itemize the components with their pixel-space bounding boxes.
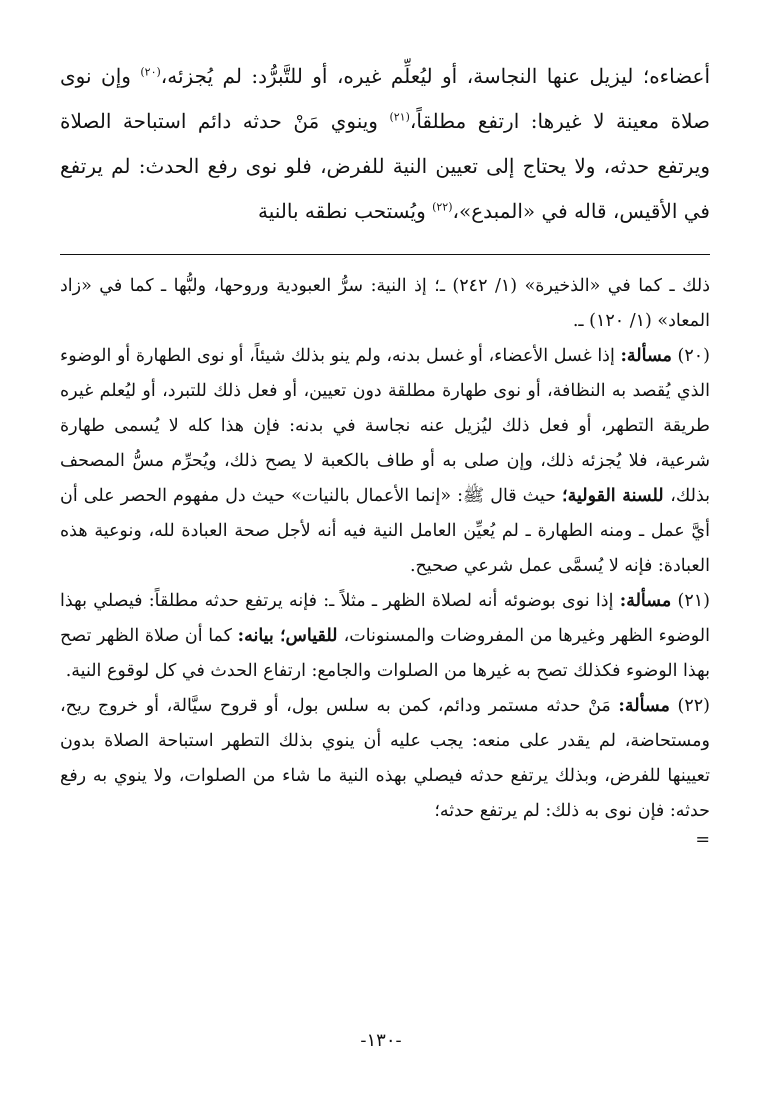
continuation-mark: =	[695, 830, 710, 850]
main-text-part-2: وإن نوى صلاة معينة لا غيرها: ارتفع مطلقاً،	[60, 64, 710, 133]
footnote-text: إذا غسل الأعضاء، أو غسل بدنه، ولم ينو بذلك شيئاً، أو نوى الطهارة أو الوضوء الذي يُقصد به النظافة، أو نوى طهارة مطلقة دون تعيين، أو فعل ذلك للتبرد، أو ليُعلم غيره طريقة التطهر، أو فعل ذلك ليُزيل عنه نجاسة في بدنه: فإن هذا كله لا يُسمى طهارة شرعية، فلا يُجزئه ذلك، وإن صلى به أو طاف بالكعبة لا يصح ذلك، ويُحرِّم مسُّ المصحف بذلك،	[60, 346, 711, 506]
footnote-22	[60, 689, 710, 829]
footnote-text: حيث قال ﷺ: «إنما الأعمال بالنيات» حيث دل مفهوم الحصر على أن أيَّ عمل ـ ومنه الطهارة ـ لم يُعيِّن العامل النية فيه أنه لأجل صحة العبادة لله، ونوعية هذه العبادة: فإنه لا يُسمَّى عمل شرعي صحيح.	[60, 486, 710, 576]
footnote-text: كما أن صلاة الظهر تصح بهذا الوضوء فكذلك تصح به غيرها من الصلوات والجامع: ارتفاع الحدث في كل لوقوع النية.	[60, 626, 710, 681]
footnote-ref-22: (٢٢)	[432, 200, 453, 214]
page-number: -١٣٠-	[360, 1030, 402, 1051]
main-text-part-1: أعضاءه؛ ليزيل عنها النجاسة، أو ليُعلِّم غيره، أو للتَّبرُّد: لم يُجزئه،	[160, 64, 710, 88]
footnote-21	[60, 584, 710, 689]
footnote-ref-20: (٢٠)	[140, 65, 161, 79]
footnote-label: مسألة:	[618, 696, 670, 716]
footnote-label: مسألة:	[619, 591, 672, 611]
footnote-number: (٢٢)	[677, 696, 710, 716]
footnote-evidence-label: للسنة القولية؛	[562, 486, 671, 506]
main-text-part-4: ويُستحب نطقه بالنية	[258, 199, 433, 223]
footnote-text: إذا نوى بوضوئه أنه لصلاة الظهر ـ مثلاً ـ: فإنه يرتفع حدثه مطلقاً: فيصلي بهذا الوضوء الظهر وغيرها من المفروضات والمسنونات،	[60, 591, 710, 646]
footnote-ref-21: (٢١)	[389, 110, 410, 124]
footnote-evidence-label: للقياس؛ بيانه:	[237, 626, 344, 646]
footnote-carryover: ذلك ـ كما في «الذخيرة» (١/ ٢٤٢) ـ؛ إذ النية: سرُّ العبودية وروحها، ولبُّها ـ كما في «زاد المعاد» (١/ ١٢٠) ـ.	[60, 276, 710, 331]
book-page	[60, 54, 710, 1080]
footnote-20	[60, 339, 710, 584]
footnote-divider	[60, 254, 710, 255]
footnote-number: (٢١)	[677, 591, 710, 611]
footnote-text: مَنْ حدثه مستمر ودائم، كمن به سلس بول، أو قروح سيَّالة، أو خروج ريح، ومستحاضة، لم يقدر على منعه: يجب عليه أن ينوي بذلك التطهر استباحة الصلاة بدون تعيينها للفرض، وبذلك يرتفع حدثه فيصلي بهذه النية ما شاء من الصلوات، ولا ينوي به رفع حدثه: فإن نوى به ذلك: لم يرتفع حدثه؛	[60, 696, 710, 821]
main-text	[60, 54, 710, 234]
main-text-part-3: وينوي مَنْ حدثه دائم استباحة الصلاة ويرتفع حدثه، ولا يحتاج إلى تعيين النية للفرض، فلو نوى رفع الحدث: لم يرتفع في الأقيس، قاله في «المبدع»،	[60, 109, 710, 223]
footnote-number: (٢٠)	[677, 346, 710, 366]
footnote-label: مسألة:	[620, 346, 672, 366]
